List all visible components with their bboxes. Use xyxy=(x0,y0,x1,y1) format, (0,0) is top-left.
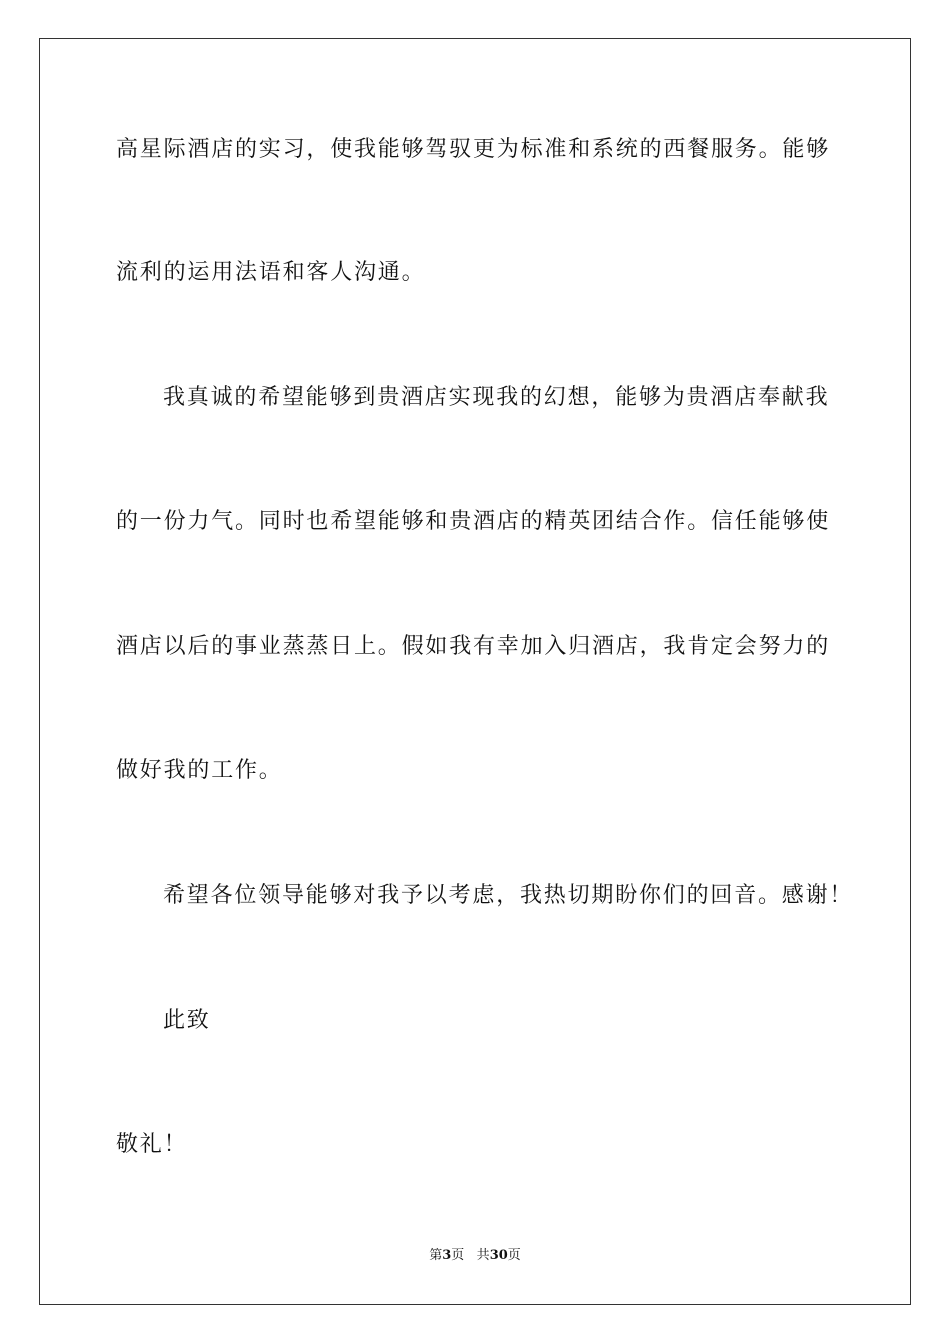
page-frame xyxy=(39,38,911,1305)
footer-page-unit: 页 xyxy=(451,1248,465,1263)
body-line-3: 我真诚的希望能够到贵酒店实现我的幻想，能够为贵酒店奉献我 xyxy=(163,385,830,410)
closing-regards: 敬礼！ xyxy=(116,1132,188,1157)
footer-total-unit: 页 xyxy=(507,1248,521,1263)
body-line-7: 希望各位领导能够对我予以考虑，我热切期盼你们的回音。感谢！ xyxy=(163,883,854,908)
closing-salutation: 此致 xyxy=(163,1008,211,1033)
body-line-4: 的一份力气。同时也希望能够和贵酒店的精英团结合作。信任能够使 xyxy=(116,509,831,534)
body-line-2: 流利的运用法语和客人沟通。 xyxy=(116,260,426,285)
footer-total-prefix: 共 xyxy=(476,1248,490,1263)
footer-total-pages: 30 xyxy=(489,1248,508,1263)
body-line-1: 高星际酒店的实习，使我能够驾驭更为标准和系统的西餐服务。能够 xyxy=(116,137,831,162)
page-footer xyxy=(0,1247,950,1265)
body-line-6: 做好我的工作。 xyxy=(116,758,283,783)
footer-current-page: 3 xyxy=(442,1248,452,1263)
footer-prefix: 第 xyxy=(429,1248,443,1263)
body-line-5: 酒店以后的事业蒸蒸日上。假如我有幸加入归酒店，我肯定会努力的 xyxy=(116,634,831,659)
